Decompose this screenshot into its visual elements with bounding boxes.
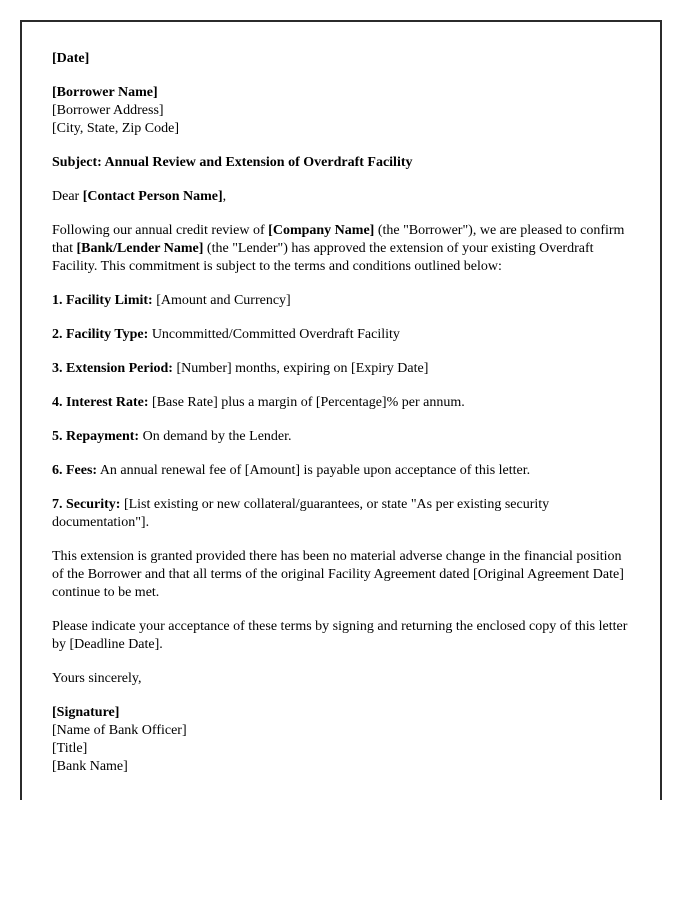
term-interest-rate: 4. Interest Rate: [Base Rate] plus a margin of [Percentage]% per annum.	[52, 395, 465, 410]
signature-block: [Signature] [Name of Bank Officer] [Title] [Bank Name]	[52, 705, 187, 774]
closing-line: Yours sincerely,	[52, 671, 142, 686]
acceptance-paragraph: Please indicate your acceptance of these terms by signing and returning the enclosed copy of this letter by [Deadline Date].	[52, 619, 628, 652]
term-fees: 6. Fees: An annual renewal fee of [Amount] is payable upon acceptance of this letter.	[52, 463, 531, 478]
letter-body	[22, 22, 660, 776]
date-line: [Date]	[52, 51, 90, 66]
document-page	[20, 20, 662, 800]
term-security: 7. Security: [List existing or new collateral/guarantees, or state "As per existing security documentation"].	[52, 497, 550, 530]
term-repayment: 5. Repayment: On demand by the Lender.	[52, 429, 292, 444]
subject-line: Subject: Annual Review and Extension of Overdraft Facility	[52, 155, 413, 170]
material-adverse-change-paragraph: This extension is granted provided there has been no material adverse change in the financial position of the Borrower and that all terms of the original Facility Agreement dated [Original Agreement Date] continue to be met.	[52, 549, 624, 600]
salutation: Dear [Contact Person Name],	[52, 189, 227, 204]
term-extension-period: 3. Extension Period: [Number] months, expiring on [Expiry Date]	[52, 361, 429, 376]
intro-paragraph: Following our annual credit review of [Company Name] (the "Borrower"), we are pleased to confirm that [Bank/Lender Name] (the "Lender") has approved the extension of your existing Overdraft Facility. This commitment is subject to the terms and conditions outlined below:	[52, 223, 625, 274]
term-facility-type: 2. Facility Type: Uncommitted/Committed Overdraft Facility	[52, 327, 400, 342]
recipient-block: [Borrower Name] [Borrower Address] [City, State, Zip Code]	[52, 85, 180, 136]
term-facility-limit: 1. Facility Limit: [Amount and Currency]	[52, 293, 291, 308]
